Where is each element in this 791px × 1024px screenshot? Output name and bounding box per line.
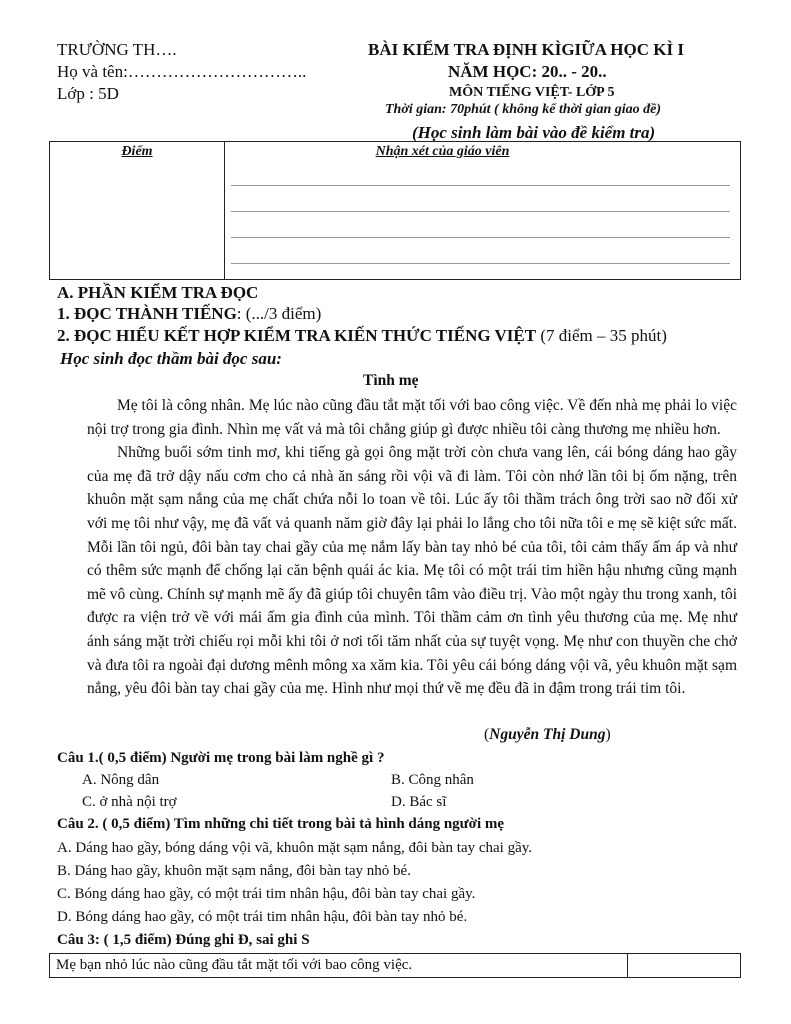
time-label: Thời gian: 70phút ( không kể thời gian giao đề) <box>385 102 662 117</box>
question-1: Câu 1.( 0,5 điểm) Người mẹ trong bài làm nghề gì ? <box>57 750 385 766</box>
q1-option-a[interactable]: A. Nông dân <box>82 772 160 788</box>
q3-answer-table <box>49 953 741 978</box>
part2-points: (7 điểm – 35 phút) <box>536 326 667 345</box>
exam-title: BÀI KIỂM TRA ĐỊNH KÌGIỮA HỌC KÌ I <box>368 40 684 59</box>
student-name-label: Họ và tên:………………………….. <box>57 62 307 81</box>
grade-box <box>49 141 741 280</box>
question-3: Câu 3: ( 1,5 điểm) Đúng ghi Đ, sai ghi S <box>57 932 310 948</box>
part1-heading <box>57 304 321 324</box>
reading-instruction: Học sinh đọc thầm bài đọc sau: <box>60 349 282 368</box>
author-paren: ( <box>484 726 490 743</box>
score-label: Điểm <box>121 144 153 159</box>
comment-line <box>231 186 730 212</box>
q1-option-d[interactable]: D. Bác sĩ <box>391 794 447 810</box>
author-paren: ) <box>605 726 611 743</box>
q1-option-b[interactable]: B. Công nhân <box>391 772 474 788</box>
comment-line <box>231 212 730 238</box>
comment-cell[interactable] <box>225 142 741 280</box>
subject-label: MÔN TIẾNG VIỆT- LỚP 5 <box>449 85 615 100</box>
q2-option-a[interactable]: A. Dáng hao gầy, bóng dáng vội vã, khuôn mặt sạm nắng, đôi bàn tay chai gầy. <box>57 840 533 856</box>
section-a-title: A. PHẦN KIỂM TRA ĐỌC <box>57 283 259 302</box>
part2-bold: 2. ĐỌC HIỂU KẾT HỢP KIỂM TRA KIẾN THỨC TIẾNG VIỆT <box>57 326 537 345</box>
table-row <box>50 954 741 978</box>
score-cell[interactable] <box>50 142 225 280</box>
school-year: NĂM HỌC: 20.. - 20.. <box>448 62 607 81</box>
reading-author <box>484 726 611 744</box>
question-2: Câu 2. ( 0,5 điểm) Tìm những chi tiết trong bài tả hình dáng người mẹ <box>57 816 505 832</box>
reading-paragraph: Mẹ tôi là công nhân. Mẹ lúc nào cũng đầu tắt mặt tối với bao công việc. Về đến nhà mẹ phải lo việc nội trợ trong gia đình. Nhìn mẹ vất vả mà tôi chẳng giúp gì được nhiều tôi càng thương mẹ nhiều hơn. <box>87 397 737 438</box>
q2-option-c[interactable]: C. Bóng dáng hao gầy, có một trái tim nhân hậu, đôi bàn tay chai gầy. <box>57 886 476 902</box>
q1-option-c[interactable]: C. ở nhà nội trợ <box>82 794 177 810</box>
author-name: Nguyễn Thị Dung <box>489 726 606 743</box>
reading-paragraph: Những buổi sớm tinh mơ, khi tiếng gà gọi ông mặt trời còn chưa vang lên, cái bóng dáng hao gầy của mẹ đã trở dậy nấu cơm cho cả nhà ăn sáng rồi vội vã đi làm. Tôi còn nhớ lần tôi bị ốm nặng, trên khuôn mặt sạm nắng của mẹ chất chứa nỗi lo toan về tôi. Lúc ấy tôi thầm trách ông trời sao nỡ đối xử với mẹ tôi như vậy, mẹ đã vất vả quanh năm giờ đây lại phải lo lắng cho tôi nữa tôi e mẹ sẽ kiệt sức mất. Mỗi lần tôi ngủ, đôi bàn tay chai gầy của mẹ nắm lấy bàn tay nhỏ bé của tôi, tôi cảm thấy ấm áp và như có thêm sức mạnh để chống lại căn bệnh quái ác kia. Mẹ tôi có một trái tim hiền hậu nhưng cũng mạnh mẽ vô cùng. Chính sự mạnh mẽ ấy đã giúp tôi chuyên tâm vào điều trị. Vào một ngày thu trong xanh, tôi được ra viện trở về với mái ấm gia đình của mình. Tôi thầm cảm ơn tình yêu thương của mẹ. Mẹ như ánh sáng mặt trời chiếu rọi mỗi khi tôi ở nơi tối tăm nhất của sự tuyệt vọng. Mẹ như con thuyền che chở và đưa tôi ra ngoài đại dương mênh mông xa xăm kia. Tôi yêu cái bóng dáng vội vã, yêu khuôn mặt sạm nắng, yêu đôi bàn tay chai gầy của mẹ. Hình như mọi thứ về mẹ đều đã in đậm trong trái tim tôi. <box>87 444 737 698</box>
q2-option-d[interactable]: D. Bóng dáng hao gầy, có một trái tim nhân hậu, đôi bàn tay nhỏ bé. <box>57 909 468 925</box>
q2-option-b[interactable]: B. Dáng hao gầy, khuôn mặt sạm nắng, đôi bàn tay nhỏ bé. <box>57 863 411 879</box>
reading-title: Tình mẹ <box>363 372 419 389</box>
part2-heading <box>57 326 667 346</box>
part1-bold: 1. ĐỌC THÀNH TIẾNG <box>57 304 237 323</box>
reading-passage <box>87 394 737 701</box>
q3-statement: Mẹ bạn nhỏ lúc nào cũng đầu tắt mặt tối với bao công việc. <box>50 954 628 978</box>
comment-label: Nhận xét của giáo viên <box>375 144 510 159</box>
comment-line <box>231 160 730 186</box>
class-label: Lớp : 5D <box>57 84 119 103</box>
school-name: TRƯỜNG TH…. <box>57 40 177 59</box>
exam-note: (Học sinh làm bài vào đề kiểm tra) <box>412 123 656 142</box>
part1-points: : (.../3 điểm) <box>236 304 322 323</box>
comment-line <box>231 238 730 264</box>
q3-answer-cell[interactable] <box>628 954 741 978</box>
